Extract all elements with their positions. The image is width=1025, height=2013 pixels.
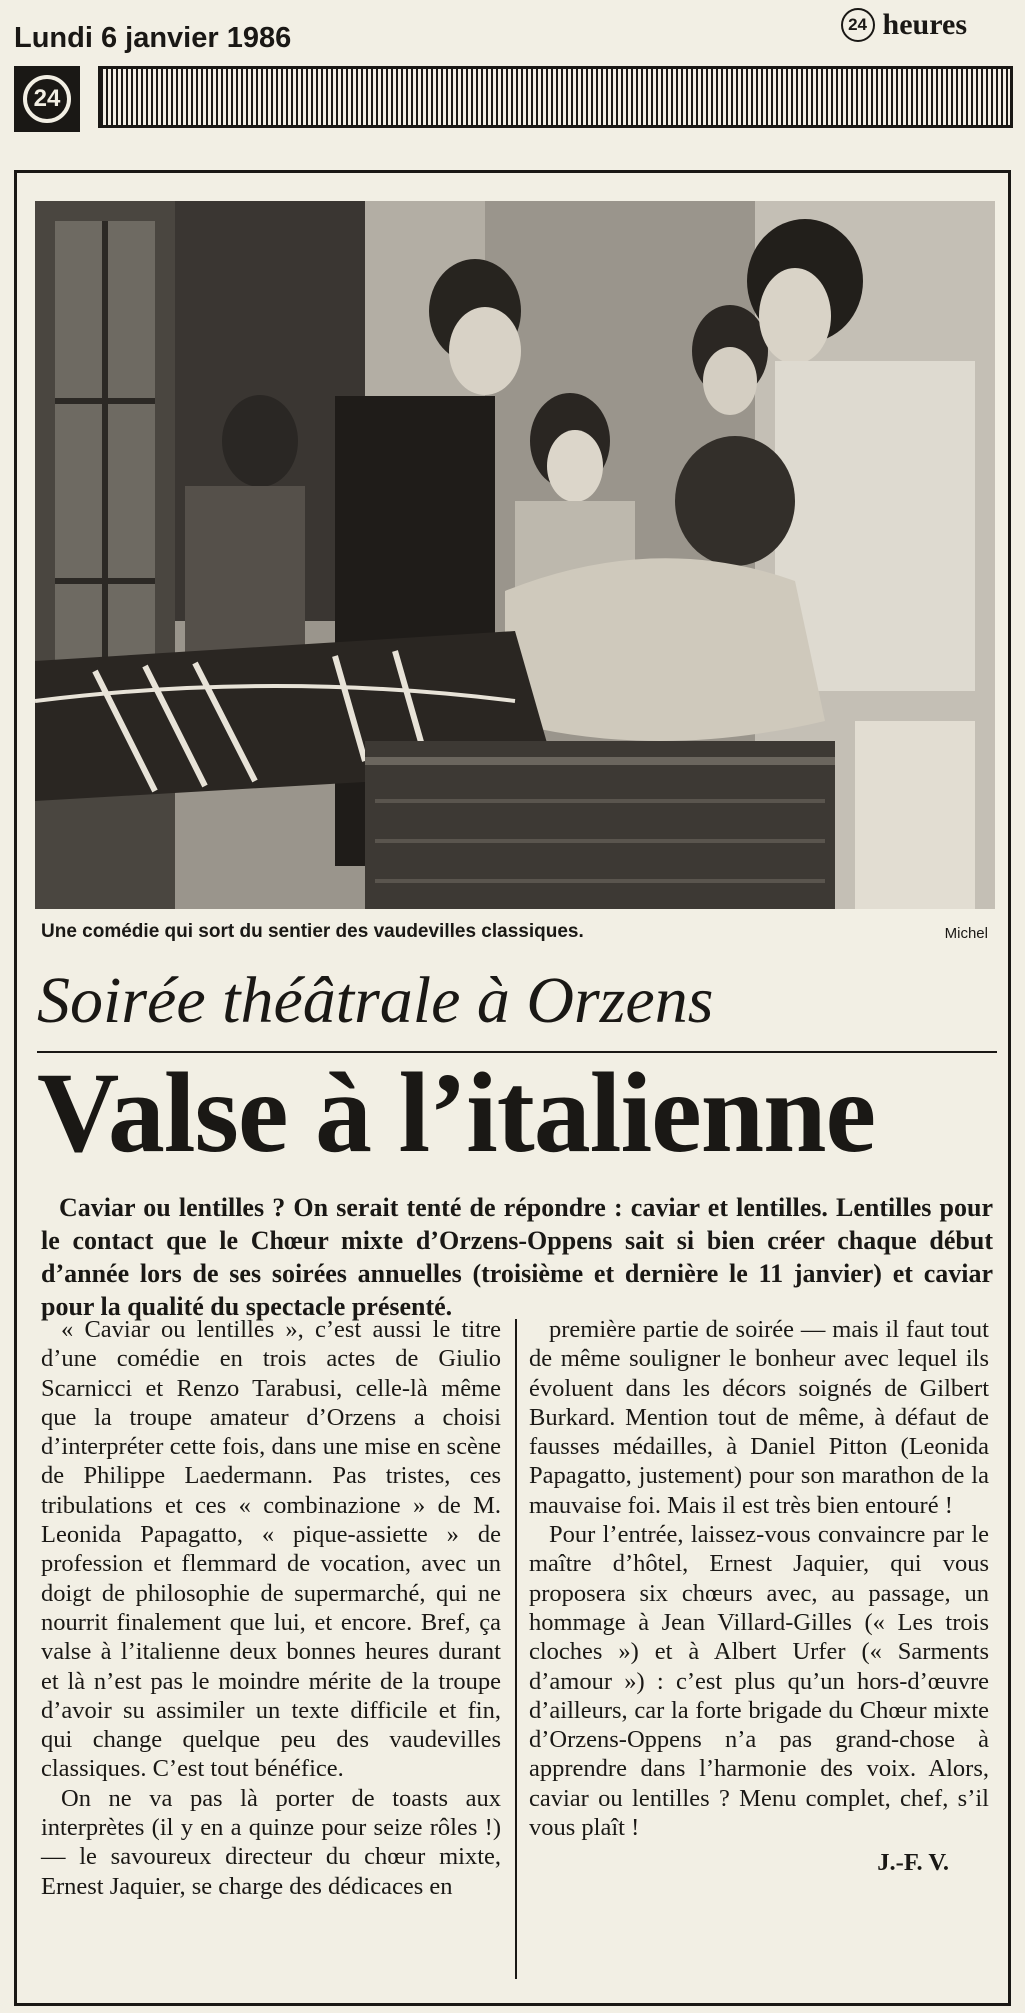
lead-paragraph: Caviar ou lentilles ? On serait tenté de répondre : caviar et lentilles. Lentilles pour le contact que le Chœur mixte d’Orzens-Oppens sait si bien créer chaque début d’année lors de ses soirées annuelles (troisième et dernière le 11 janvier) et caviar pour la qualité du spectacle présenté. <box>41 1193 993 1321</box>
article-body <box>41 1315 993 1995</box>
brand-number-badge: 24 <box>841 8 875 42</box>
theatre-scene-photo <box>35 201 995 909</box>
article-lead <box>41 1191 993 1323</box>
logo-number: 24 <box>23 75 71 123</box>
column-divider <box>515 1319 517 1979</box>
article-kicker: Soirée théâtrale à Orzens <box>37 964 714 1037</box>
body-paragraph: première partie de soirée — mais il faut tout de même souligner le bonheur avec lequel ils évoluent dans les décors soignés de Gilbert Burkard. Mention tout de même, à défaut de fausses médailles, à Daniel Pitton (Leonida Papagatto, justement) pour son marathon de la mauvaise foi. Mais il est très bien entouré ! <box>529 1316 989 1519</box>
newspaper-logo <box>14 66 80 132</box>
newspaper-brand <box>841 8 967 42</box>
photo-credit: Michel <box>944 925 988 942</box>
author-signature: J.-F. V. <box>877 1849 949 1877</box>
body-column-left <box>41 1315 501 1901</box>
article-photo <box>35 201 995 909</box>
article-frame <box>14 170 1011 2006</box>
body-paragraph: Pour l’entrée, laissez-vous convaincre par le maître d’hôtel, Ernest Jaquier, qui vous proposera six chœurs avec, au passage, un hommage à Jean Villard-Gilles (« Les trois cloches ») et à Albert Urfer (« Sarments d’amour ») : c’est plus qu’un hors-d’œuvre d’ailleurs, car la forte brigade du Chœur mixte d’Orzens-Oppens n’a pas grand-chose à apprendre dans l’harmonie des voix. Alors, caviar ou lentilles ? Menu complet, chef, s’il vous plaît ! <box>529 1521 989 1842</box>
body-paragraph: « Caviar ou lentilles », c’est aussi le titre d’une comédie en trois actes de Giulio Scarnicci et Renzo Tarabusi, celle-là même que la troupe amateur d’Orzens a choisi d’interpréter cette fois, dans une mise en scène de Philippe Laedermann. Pas tristes, ces tribulations et ces « combinazione » de M. Leonida Papagatto, « pique-assiette » de profession et flemmard de vocation, avec un doigt de philosophie de supermarché, qui ne nourrit finalement que lui, et encore. Bref, ça valse à l’italienne deux bonnes heures durant et là n’est pas le moindre mérite de la troupe d’avoir su assimiler un texte difficile et fin, qui change quelque peu des vaudevilles classiques. C’est tout bénéfice. <box>41 1316 501 1783</box>
photo-caption: Une comédie qui sort du sentier des vaudevilles classiques. <box>41 921 584 942</box>
brand-name: heures <box>882 8 967 41</box>
body-column-right <box>529 1315 989 1878</box>
issue-date: Lundi 6 janvier 1986 <box>14 22 292 54</box>
section-stripe-banner <box>98 66 1013 128</box>
article-headline: Valse à l’italienne <box>37 1049 876 1176</box>
body-paragraph: On ne va pas là porter de toasts aux interprètes (il y en a quinze pour seize rôles !) — le savoureux directeur du chœur mixte, Ernest Jaquier, se charge des dédicaces en <box>41 1784 501 1900</box>
